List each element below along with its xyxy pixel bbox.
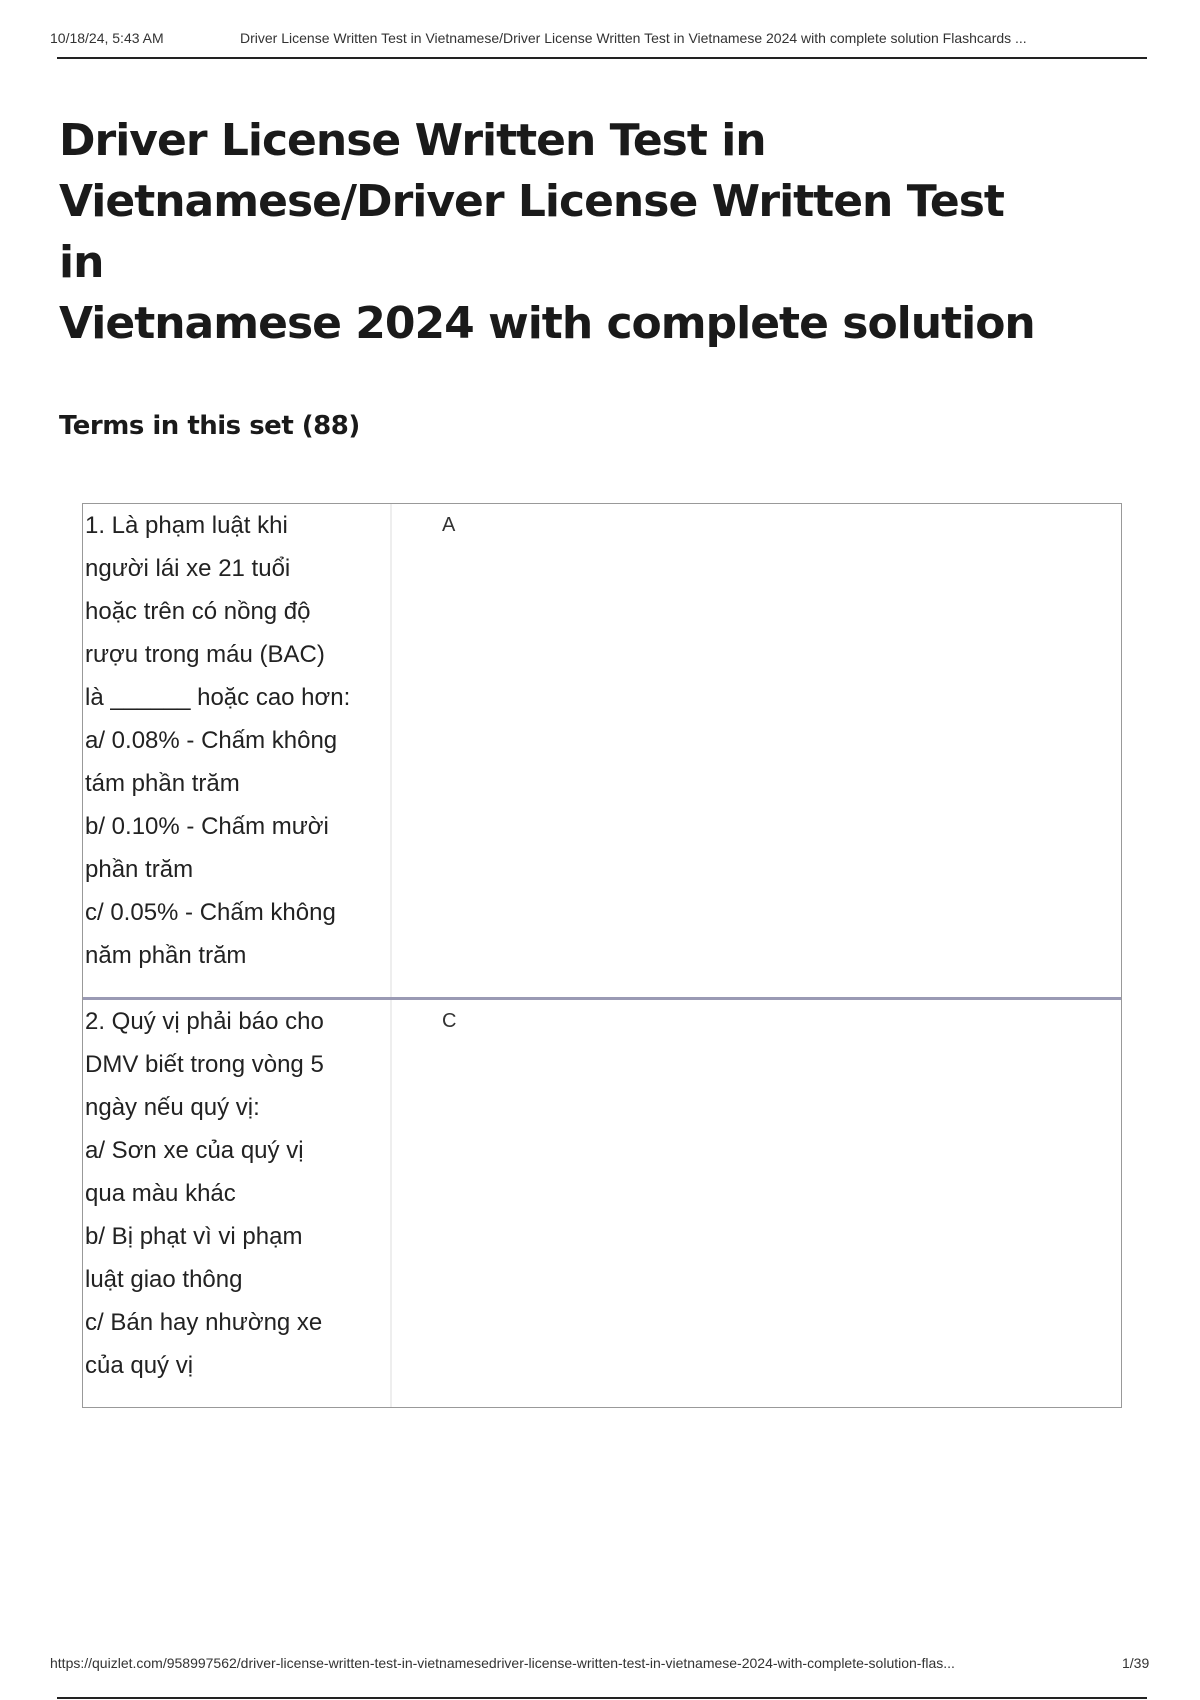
footer-divider bbox=[57, 1697, 1147, 1699]
definition-cell: A bbox=[442, 514, 456, 536]
term-line: luật giao thông bbox=[85, 1266, 243, 1293]
term-line: qua màu khác bbox=[85, 1180, 236, 1207]
term-line: 1. Là phạm luật khi bbox=[85, 512, 288, 539]
page-title-line: Vietnamese/Driver License Written Test in bbox=[59, 176, 1004, 288]
terms-heading: Terms in this set (88) bbox=[59, 411, 360, 441]
term-cell bbox=[83, 1000, 392, 1407]
term-line: c/ Bán hay nhường xe bbox=[85, 1309, 323, 1336]
term-line: là ______ hoặc cao hơn: bbox=[85, 684, 351, 711]
print-datetime: 10/18/24, 5:43 AM bbox=[50, 30, 164, 46]
term-line: 2. Quý vị phải báo cho bbox=[85, 1008, 324, 1035]
definition-cell: C bbox=[442, 1010, 457, 1032]
term-line: c/ 0.05% - Chấm không bbox=[85, 899, 336, 926]
term-line: người lái xe 21 tuổi bbox=[85, 555, 291, 582]
print-url: https://quizlet.com/958997562/driver-license-written-test-in-vietnamesedriver-license-written-test-in-vietnamese-2024-with-complete-solution-flas... bbox=[50, 1655, 955, 1671]
term-line: DMV biết trong vòng 5 bbox=[85, 1051, 324, 1078]
flashcard-row bbox=[83, 504, 1121, 997]
term-line: phần trăm bbox=[85, 856, 194, 883]
term-line: a/ Sơn xe của quý vị bbox=[85, 1137, 304, 1164]
term-line: tám phần trăm bbox=[85, 770, 240, 797]
flashcard-table bbox=[82, 503, 1122, 1408]
flashcard-row bbox=[83, 997, 1121, 1407]
term-line: rượu trong máu (BAC) bbox=[85, 641, 325, 668]
term-line: của quý vị bbox=[85, 1352, 194, 1379]
term-line: ngày nếu quý vị: bbox=[85, 1094, 260, 1121]
term-line: năm phần trăm bbox=[85, 942, 247, 969]
term-line: a/ 0.08% - Chấm không bbox=[85, 727, 338, 754]
page-title-line: Driver License Written Test in bbox=[59, 115, 766, 166]
term-line: b/ Bị phạt vì vi phạm bbox=[85, 1223, 303, 1250]
print-page-title: Driver License Written Test in Vietnamese/Driver License Written Test in Vietnamese 2024 with complete solution Flashcards ... bbox=[240, 30, 1027, 46]
page-number: 1/39 bbox=[1122, 1655, 1150, 1671]
term-line: hoặc trên có nồng độ bbox=[85, 598, 311, 625]
header-divider bbox=[57, 57, 1147, 59]
term-line: b/ 0.10% - Chấm mười bbox=[85, 813, 329, 840]
page-title-line: Vietnamese 2024 with complete solution bbox=[59, 298, 1035, 349]
page-title bbox=[59, 110, 1059, 354]
term-cell bbox=[83, 504, 392, 997]
